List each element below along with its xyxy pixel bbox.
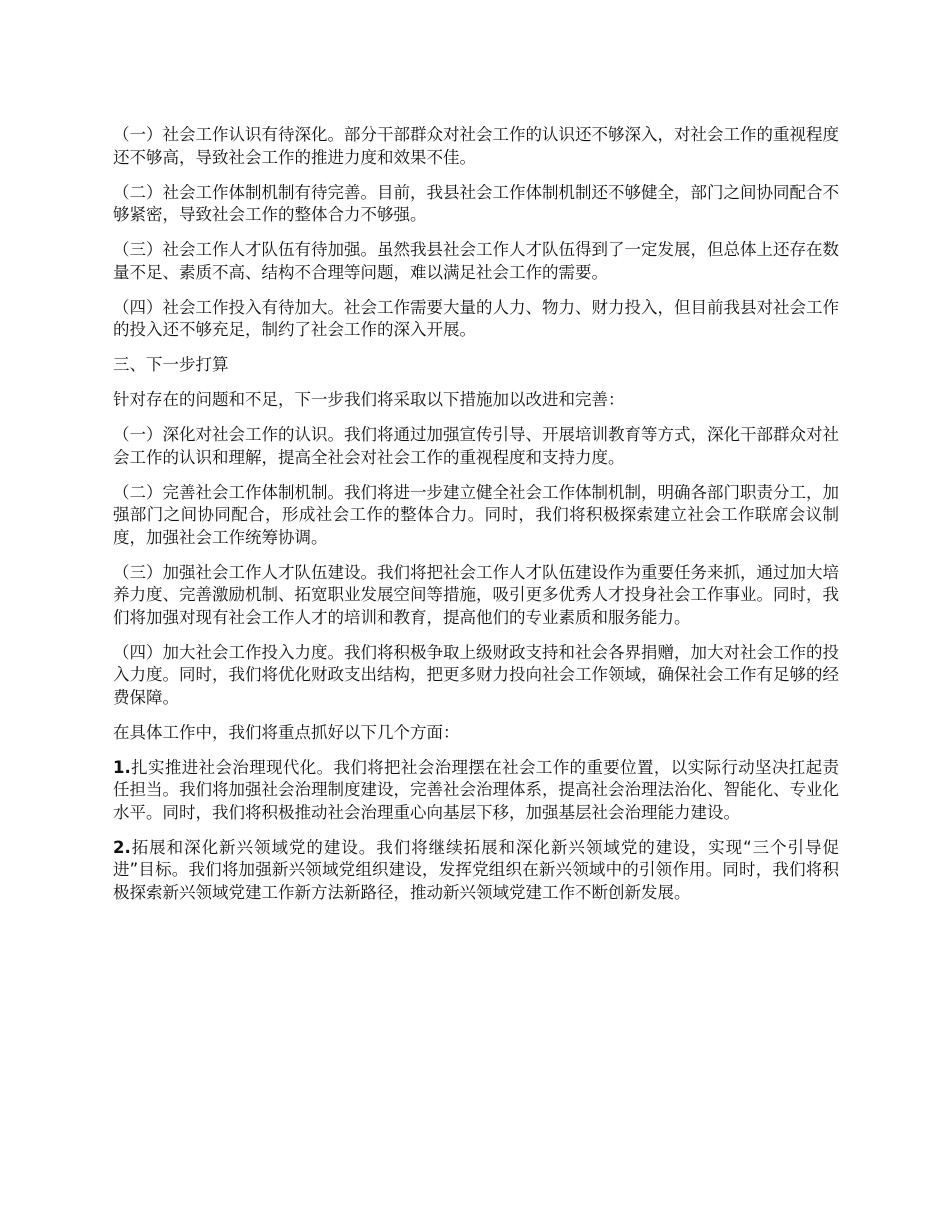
- section-heading-next-steps: 三、下一步打算: [113, 355, 229, 374]
- document-body: [113, 124, 839, 917]
- numbered-item-2: [113, 837, 839, 905]
- paragraph-focus-intro: 在具体工作中，我们将重点抓好以下几个方面：: [113, 722, 460, 742]
- paragraph-intro-measures: 针对存在的问题和不足，下一步我们将采取以下措施加以改进和完善：: [113, 390, 625, 409]
- paragraph-measure-3: （三）加强社会工作人才队伍建设。我们将把社会工作人才队伍建设作为重要任务来抓，通过加大培养力度、完善激励机制、拓宽职业发展空间等措施，吸引更多优秀人才投身社会工作事业。同时，我们将加强对现有社会工作人才的培训和教育，提高他们的专业素质和服务能力。: [113, 562, 839, 627]
- item-number: 1.: [113, 757, 131, 777]
- paragraph-problem-3: （三）社会工作人才队伍有待加强。虽然我县社会工作人才队伍得到了一定发展，但总体上还存在数量不足、素质不高、结构不合理等问题，难以满足社会工作的需要。: [113, 240, 839, 282]
- item-text: 拓展和深化新兴领域党的建设。我们将继续拓展和深化新兴领域党的建设，实现“三个引导促进”目标。我们将加强新兴领域党组织建设，发挥党组织在新兴领域中的引领作用。同时，我们将积极探索新兴领域党建工作新方法新路径，推动新兴领域党建工作不断创新发展。: [113, 837, 839, 902]
- numbered-item-1: [113, 757, 839, 825]
- paragraph-measure-2: （二）完善社会工作体制机制。我们将进一步建立健全社会工作体制机制，明确各部门职责分工，加强部门之间协同配合，形成社会工作的整体合力。同时，我们将积极探索建立社会工作联席会议制度，加强社会工作统筹协调。: [113, 482, 839, 547]
- paragraph-problem-1: （一）社会工作认识有待深化。部分干部群众对社会工作的认识还不够深入，对社会工作的重视程度还不够高，导致社会工作的推进力度和效果不佳。: [113, 125, 839, 167]
- paragraph-measure-4: （四）加大社会工作投入力度。我们将积极争取上级财政支持和社会各界捐赠，加大对社会工作的投入力度。同时，我们将优化财政支出结构，把更多财力投向社会工作领域，确保社会工作有足够的经费保障。: [113, 642, 839, 707]
- paragraph-problem-4: （四）社会工作投入有待加大。社会工作需要大量的人力、物力、财力投入，但目前我县对社会工作的投入还不够充足，制约了社会工作的深入开展。: [113, 297, 839, 339]
- item-number: 2.: [113, 837, 131, 857]
- paragraph-measure-1: （一）深化对社会工作的认识。我们将通过加强宣传引导、开展培训教育等方式，深化干部群众对社会工作的认识和理解，提高全社会对社会工作的重视程度和支持力度。: [113, 425, 839, 467]
- paragraph-problem-2: （二）社会工作体制机制有待完善。目前，我县社会工作体制机制还不够健全，部门之间协同配合不够紧密，导致社会工作的整体合力不够强。: [113, 182, 839, 224]
- item-text: 扎实推进社会治理现代化。我们将把社会治理摆在社会工作的重要位置，以实际行动坚决扛起责任担当。我们将加强社会治理制度建设，完善社会治理体系，提高社会治理法治化、智能化、专业化水平。同时，我们将积极推动社会治理重心向基层下移，加强基层社会治理能力建设。: [113, 757, 839, 822]
